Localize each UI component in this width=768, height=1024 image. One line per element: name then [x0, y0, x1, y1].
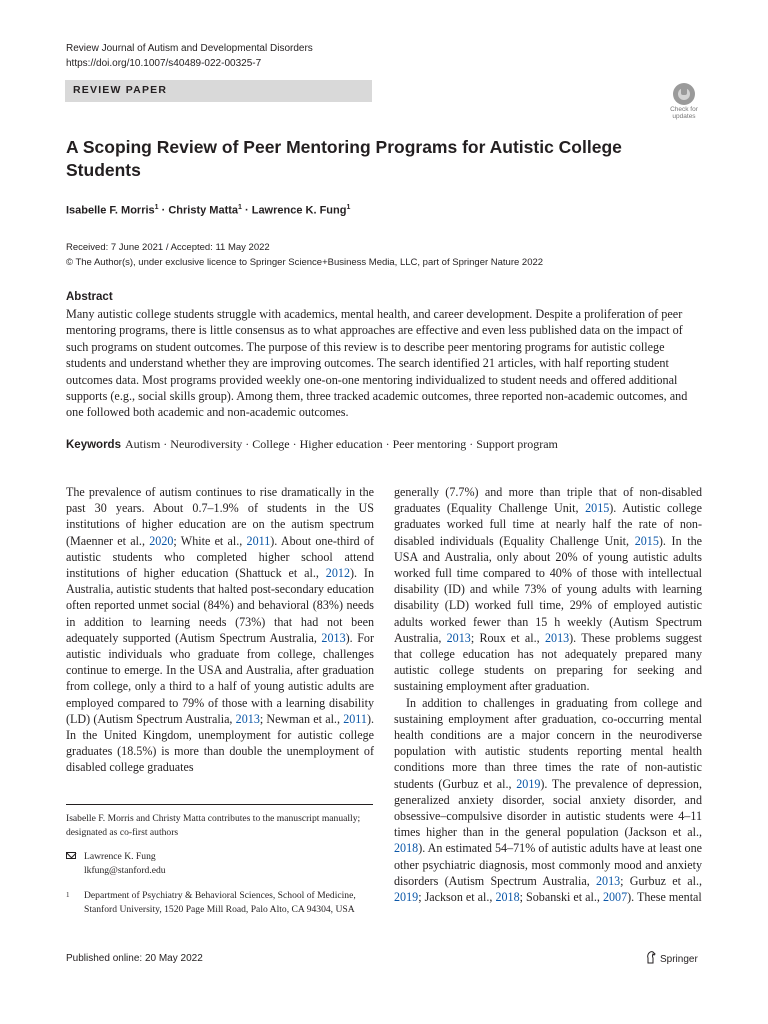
author-affiliation-mark: 1	[154, 204, 159, 211]
citation-year-link[interactable]: 2019	[516, 776, 541, 791]
received-accepted: Received: 7 June 2021 / Accepted: 11 May 2022	[66, 242, 270, 253]
body-text-run: generally (7.7%) and more than triple that of non-disabled graduates (Equality Challenge Unit,	[394, 485, 702, 516]
citation-year-link[interactable]: 2013	[595, 873, 621, 888]
body-paragraph	[394, 695, 702, 906]
author-list	[66, 204, 350, 217]
body-text-run: ; Sobanski et al.,	[519, 890, 603, 905]
contact-email[interactable]: lkfung@stanford.edu	[84, 864, 166, 876]
citation-year-link[interactable]: 2011	[246, 533, 271, 548]
body-text-run: ; Jackson et al.,	[418, 890, 496, 905]
citation-year-link[interactable]: 2012	[325, 566, 350, 581]
keywords-label: Keywords	[66, 439, 121, 451]
body-text-run: ). In the USA and Australia, only about 20% of young autistic adults worked full time compared to 40% of those with intellectual disability (ID) and while 73% of young adults with learning disability (LD) worked full time, 29% of employed autistic adults worked fewer than 15 h weekly (Autism Spectrum Australia,	[394, 533, 703, 645]
author-separator: ·	[158, 204, 169, 217]
body-paragraph	[394, 484, 702, 695]
co-first-author-note: Isabelle F. Morris and Christy Matta contributes to the manuscript manually; designated as co-first authors	[66, 813, 361, 838]
check-updates-icon	[673, 83, 695, 105]
body-text-run: ). In Australia, autistic students that halted post-secondary education often reported unmet social (84%) and behavioral (83%) needs in addition to learning needs (73%) that had not been adequately supported (Autism Spectrum Australia,	[66, 566, 374, 645]
published-online: Published online: 20 May 2022	[66, 953, 203, 964]
author-affiliation-mark: 1	[238, 204, 242, 211]
publisher-name: Springer	[660, 954, 698, 965]
body-text-run: ). An estimated 54–71% of autistic adults have at least one other psychiatric diagnosis, most commonly mood and anxiety disorders (Autism Spectrum Australia,	[394, 841, 702, 888]
publication-dates	[66, 240, 543, 270]
author-name[interactable]: Christy Matta	[168, 204, 239, 217]
citation-year-link[interactable]: 2011	[343, 711, 367, 726]
envelope-icon	[66, 852, 76, 859]
body-text-run: ; White et al.,	[173, 533, 247, 548]
body-text-run: ). For autistic individuals who graduate from college, challenges continue to emerge. In the USA and Australia, after graduation from college, only a third to a half of young autistic adults are employed compared to 79% of those with a learning disability (LD) (Autism Spectrum Australia,	[66, 630, 374, 726]
body-text-run: ). These problems suggest that college education has not adequately prepared many autistic college students on preparing for seeking and sustaining employment after graduation.	[394, 630, 702, 694]
body-text-run: The prevalence of autism continues to rise dramatically in the past 30 years. About 0.7–1.9% of students in the US institutions of higher education are on the autism spectrum (Maenner et al.,	[66, 485, 374, 548]
body-text-run: ; Newman et al.,	[259, 711, 344, 726]
author-name[interactable]: Lawrence K. Fung	[251, 204, 347, 217]
citation-year-link[interactable]: 2007	[602, 890, 628, 905]
body-text-run: ). Autistic college graduates worked full time at nearly half the rate of non-disabled individuals (Equality Challenge Unit,	[394, 501, 702, 548]
author-affiliation-mark: 1	[346, 204, 351, 211]
citation-year-link[interactable]: 2019	[394, 890, 419, 905]
body-text-run: ). In the United Kingdom, unemployment for autistic college graduates (18.5%) is more than double the unemployment of disabled college graduates	[66, 711, 374, 775]
copyright-notice: © The Author(s), under exclusive licence to Springer Science+Business Media, LLC, part of Springer Nature 2022	[66, 257, 544, 268]
abstract-text: Many autistic college students struggle with academics, mental health, and career development. Despite a proliferation of peer mentoring programs, there is little consensus as to what approaches are effective and even less published data on the impact of such programs on student outcomes. The purpose of this review is to describe peer mentoring programs for autistic college students and understand whether they are improving outcomes. The search identified 21 articles, with half reporting student outcomes data. Most programs provided weekly one-on-one mentoring individualized to student needs and offered additional supports (e.g., social skills group). Among them, three tracked academic outcomes, three reported non-academic outcomes, and one followed both academic and non-academic outcomes.	[66, 307, 688, 420]
journal-header	[66, 41, 313, 71]
keywords-list: Autism · Neurodiversity · College · Higher education · Peer mentoring · Support program	[124, 437, 558, 451]
citation-year-link[interactable]: 2018	[495, 890, 520, 905]
body-text-run: ). About one-third of autistic students who completed higher school attend institutions of higher education (Shattuck et al.,	[66, 533, 375, 581]
citation-year-link[interactable]: 2013	[544, 630, 570, 645]
body-text-run: ; Gurbuz et al.,	[620, 873, 703, 888]
journal-name: Review Journal of Autism and Developmental Disorders	[66, 43, 313, 54]
body-column-right	[394, 484, 702, 905]
contact-name: Lawrence K. Fung	[84, 851, 156, 862]
body-text-run: ; Roux et al.,	[470, 630, 545, 645]
doi-link[interactable]: https://doi.org/10.1007/s40489-022-00325-7	[66, 58, 262, 69]
citation-year-link[interactable]: 2015	[585, 501, 610, 516]
article-type-label: REVIEW PAPER	[73, 84, 168, 96]
check-updates-line2: updates	[672, 113, 696, 120]
body-paragraph	[66, 484, 374, 776]
citation-year-link[interactable]: 2015	[634, 533, 659, 548]
paper-title: A Scoping Review of Peer Mentoring Programs for Autistic College Students	[66, 137, 622, 180]
article-type-banner	[65, 80, 372, 102]
affiliation-number: 1	[66, 891, 70, 899]
check-updates-line1: Check for	[670, 106, 698, 113]
citation-year-link[interactable]: 2013	[235, 711, 260, 726]
keywords	[66, 437, 706, 452]
abstract-heading: Abstract	[66, 291, 113, 303]
author-separator: ·	[241, 204, 252, 217]
body-text-run: ). The prevalence of depression, generalized anxiety disorder, social anxiety disorder, and obsessive–compulsive disorder in autistic students were 4–11 times higher than in the general population (Jackson et al.,	[394, 776, 702, 840]
body-text-run: ). These mental	[627, 890, 702, 905]
footnote-divider	[66, 804, 373, 805]
publisher-logo	[645, 951, 698, 965]
citation-year-link[interactable]: 2013	[446, 630, 471, 645]
author-name[interactable]: Isabelle F. Morris	[66, 204, 155, 217]
corresponding-author	[66, 850, 374, 877]
affiliation-note	[66, 889, 374, 916]
springer-horse-icon	[645, 951, 657, 964]
check-for-updates-badge[interactable]	[663, 83, 705, 123]
citation-year-link[interactable]: 2018	[394, 841, 419, 856]
affiliation-text: Department of Psychiatry & Behavioral Sciences, School of Medicine, Stanford University, 1520 Page Mill Road, Palo Alto, CA 94304, USA	[84, 890, 356, 915]
body-text-run: In addition to challenges in graduating from college and sustaining employment after graduation, co-occurring mental health conditions are a major concern in the neurodiverse population with autistic students reporting mental health conditions more than three times the rate of non-autistic students (Gurbuz et al.,	[394, 695, 702, 791]
body-column-left	[66, 484, 374, 776]
citation-year-link[interactable]: 2013	[321, 630, 346, 645]
citation-year-link[interactable]: 2020	[149, 533, 174, 548]
